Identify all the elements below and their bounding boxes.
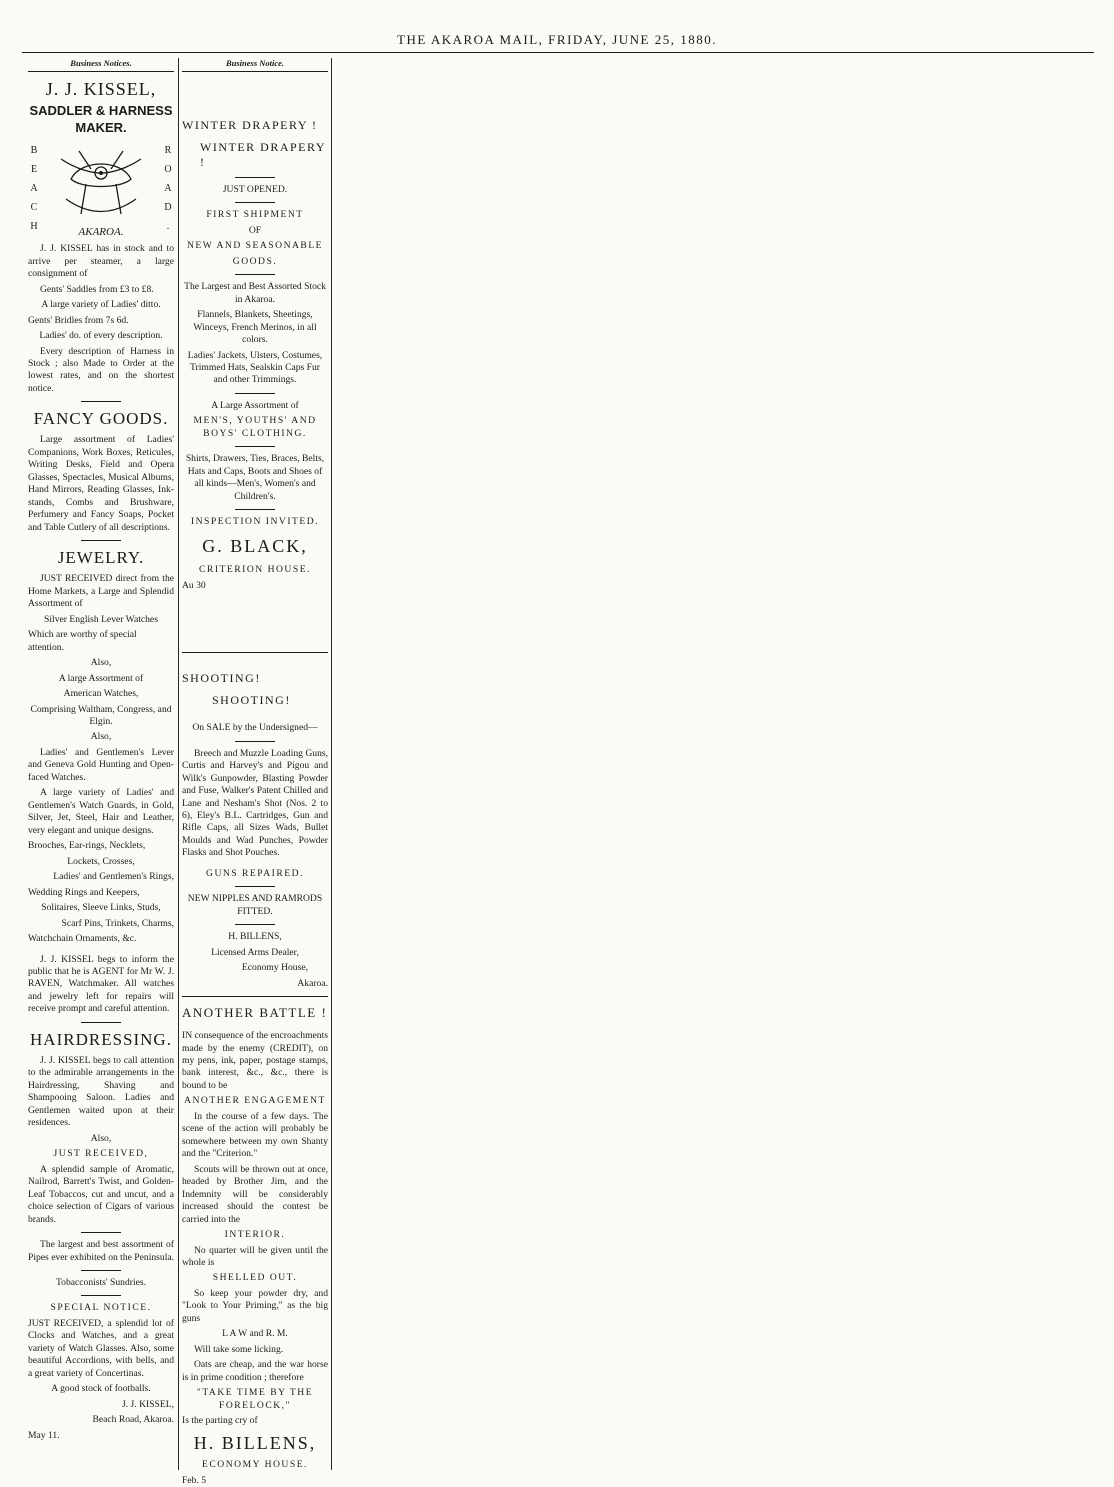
text: Ladies' do. of every description.	[39, 330, 163, 342]
text: Economy House,	[241, 962, 308, 974]
text: J. J. KISSEL begs to call attention to the admirable arrangements in the Hairdressing, Shaving and Shampooing Saloon. Ladies and Gentlemen waited upon at their residences.	[28, 1054, 174, 1129]
text: OF	[248, 224, 262, 236]
text: On SALE by the Undersigned—	[192, 722, 318, 734]
text: MEN'S, YOUTHS' AND BOYS' CLOTHING.	[193, 415, 317, 439]
text: Also,	[90, 731, 112, 743]
divider	[81, 1295, 121, 1296]
divider	[235, 202, 275, 203]
text: CRITERION HOUSE.	[199, 564, 311, 576]
column-rule	[178, 58, 179, 1470]
text: JUST RECEIVED,	[53, 1148, 149, 1160]
text: A Large Assortment of	[211, 399, 299, 411]
text: A large variety of Ladies' ditto.	[41, 299, 161, 311]
text: A large Assortment of	[58, 672, 144, 684]
divider	[81, 1022, 121, 1023]
text: INTERIOR.	[224, 1229, 286, 1241]
text: Tobacconists' Sundries.	[55, 1276, 147, 1288]
divider	[235, 924, 275, 925]
place: AKAROA.	[78, 226, 124, 239]
columns	[26, 58, 1092, 1486]
text: Comprising Waltham, Congress, and Elgin.	[30, 703, 172, 727]
text: Silver English Lever Watches	[44, 613, 158, 625]
text: Licensed Arms Dealer,	[211, 946, 299, 958]
date-line: Feb. 5	[182, 1474, 206, 1486]
text: JUST RECEIVED, a splendid lot of Clocks and Watches, and a great variety of Watch Glasses. Also, some beautiful Accordions, with bells, and a great variety of Concertinas.	[28, 1317, 174, 1379]
text: A good stock of footballs.	[51, 1383, 151, 1395]
text: H. BILLENS,	[228, 931, 282, 943]
kissel-name: J. J. KISSEL,	[45, 79, 157, 100]
text: "TAKE TIME BY THE FORELOCK,"	[196, 1387, 314, 1411]
divider	[235, 446, 275, 447]
text: J. J. KISSEL,	[122, 1398, 174, 1410]
column-head: Business Notices.	[28, 58, 174, 72]
text: JUST RECEIVED direct from the Home Markets, a Large and Splendid Assortment of	[28, 573, 174, 610]
jewelry-heading: JEWELRY.	[57, 548, 145, 568]
divider	[235, 886, 275, 887]
text: The largest and best assortment of Pipes ever exhibited on the Peninsula.	[28, 1239, 175, 1263]
text: L A W and R. M.	[222, 1328, 288, 1340]
text: Flannels, Blankets, Sheetings, Winceys, French Merinos, in all colors.	[193, 309, 317, 346]
text: Oats are cheap, and the war horse is in prime condition ; therefore	[182, 1359, 328, 1383]
saddle-emblem-icon	[51, 139, 151, 225]
text: Every description of Harness in Stock ; also Made to Order at the lowest rates, and on the shortest notice.	[28, 345, 174, 394]
column-1	[28, 58, 174, 1470]
text: Wedding Rings and Keepers,	[28, 886, 140, 898]
text: SHELLED OUT.	[212, 1272, 298, 1284]
text: So keep your powder dry, and "Look to Your Priming," as the big guns	[182, 1287, 328, 1324]
divider	[81, 540, 121, 541]
side-label-beach: B E A C H	[30, 145, 38, 233]
date-line: Au 30	[182, 579, 206, 591]
text: NEW AND SEASONABLE	[186, 240, 324, 252]
hairdressing-heading: HAIRDRESSING.	[30, 1029, 172, 1049]
text: In the course of a few days. The scene of the action will probably be somewhere between my own Shanty and the "Criterion."	[182, 1110, 328, 1160]
date-line: May 11.	[28, 1429, 60, 1441]
text: A splendid sample of Aromatic, Nailrod, Barrett's Twist, and Golden-Leaf Tobaccos, cut and uncut, and a choice selection of Cigars of various brands.	[28, 1163, 174, 1225]
text: Ladies' and Gentlemen's Rings,	[53, 871, 174, 883]
trade-line: SADDLER & HARNESS MAKER.	[29, 103, 173, 136]
text: Which are worthy of special attention.	[28, 629, 137, 653]
text: Scouts will be thrown out at once, headed by Brother Jim, and the Indemnity will be considerably increased should the contest be carried into the	[182, 1163, 328, 1225]
masthead: THE AKAROA MAIL, FRIDAY, JUNE 25, 1880.	[397, 32, 717, 47]
text: Ladies' Jackets, Ulsters, Costumes, Trimmed Hats, Sealskin Caps Fur and other Trimmings.	[187, 349, 323, 386]
text: Lockets, Crosses,	[67, 855, 135, 867]
text: INSPECTION INVITED.	[190, 516, 320, 528]
text: ANOTHER ENGAGEMENT	[184, 1095, 326, 1107]
text: Gents' Bridles from 7s 6d.	[28, 314, 129, 326]
text: Also,	[90, 657, 112, 669]
text: A large variety of Ladies' and Gentlemen's Watch Guards, in Gold, Silver, Jet, Steel, Hair and Leather, very elegant and unique designs.	[28, 787, 174, 836]
text: Also,	[90, 1132, 112, 1144]
text: Large assortment of Ladies' Companions, Work Boxes, Reticules, Writing Desks, Field and Opera Glasses, Spectacles, Musical Albums, Hand Mirrors, Reading Glasses, Ink-stands, Combs and Brushware, Perfumery and Fancy Soaps, Pocket and Table Cutlery of all descriptions.	[28, 434, 174, 533]
text: JUST OPENED.	[222, 183, 288, 195]
side-label-road: R O A D .	[164, 145, 172, 233]
text: NEW NIPPLES AND RAMRODS FITTED.	[187, 893, 323, 917]
masthead-rule	[22, 52, 1094, 53]
divider	[81, 1232, 121, 1233]
divider	[182, 996, 328, 997]
text: Beach Road, Akaroa.	[92, 1414, 174, 1426]
merchant-name: H. BILLENS,	[193, 1432, 317, 1453]
battle-heading: ANOTHER BATTLE !	[182, 1005, 328, 1021]
column-rule	[331, 58, 332, 1470]
column-2	[182, 58, 329, 1486]
divider	[235, 177, 275, 178]
text: Shirts, Drawers, Ties, Braces, Belts, Hats and Caps, Boots and Shoes of all kinds—Men's, Women's and Children's.	[185, 453, 325, 502]
text: Solitaires, Sleeve Links, Studs,	[41, 902, 161, 914]
text: Breech and Muzzle Loading Guns, Curtis and Harvey's and Pigou and Wilk's Gunpowder, Blasting Powder and Fuse, Walker's Patent Chilled and Lane and Nesham's Shot (Nos. 2 to 6), Eley's B.L. Cartridges, Gun and Rifle Caps, all Sizes Wads, Bullet Moulds and Wad Punches, Powder Flasks and Shot Pouches.	[182, 747, 329, 859]
text: Is the parting cry of	[182, 1415, 258, 1427]
text: Watchchain Ornaments, &c.	[28, 933, 137, 945]
winter-drapery-heading: WINTER DRAPERY !	[200, 139, 326, 170]
merchant-name: G. BLACK,	[202, 535, 308, 556]
text: GUNS REPAIRED.	[206, 867, 304, 879]
text: Akaroa.	[297, 977, 328, 989]
text: GOODS.	[232, 255, 278, 267]
winter-drapery-heading: WINTER DRAPERY !	[182, 118, 318, 133]
text: Scarf Pins, Trinkets, Charms,	[61, 917, 174, 929]
text: IN consequence of the encroachments made by the enemy (CREDIT), on my pens, ink, paper, postage stamps, bank interest, &c., &c., there is bound to be	[182, 1030, 328, 1091]
fancy-goods-heading: FANCY GOODS.	[33, 409, 169, 429]
text: Brooches, Ear-rings, Necklets,	[28, 840, 146, 852]
divider	[81, 401, 121, 402]
shooting-heading: SHOOTING!	[182, 671, 261, 685]
divider	[235, 509, 275, 510]
text: Will take some licking.	[194, 1343, 284, 1355]
shooting-heading: SHOOTING!	[212, 692, 291, 707]
text: J. J. KISSEL has in stock and to arrive per steamer, a large consignment of	[28, 243, 174, 280]
divider	[235, 274, 275, 275]
divider	[235, 741, 275, 742]
text: Gents' Saddles from £3 to £8.	[40, 283, 154, 295]
text: ECONOMY HOUSE.	[202, 1459, 308, 1471]
text: No quarter will be given until the whole is	[182, 1244, 328, 1269]
divider	[235, 393, 275, 394]
text: FIRST SHIPMENT	[206, 209, 304, 221]
divider	[81, 1270, 121, 1271]
divider	[182, 652, 328, 653]
special-notice-heading: SPECIAL NOTICE.	[50, 1302, 152, 1314]
saddle-emblem-block	[28, 139, 174, 239]
text: J. J. KISSEL begs to inform the public that he is AGENT for Mr W. J. RAVEN, Watchmaker. All watches and jewelry left for repairs will receive prompt and careful attention.	[28, 953, 174, 1015]
text: American Watches,	[63, 688, 139, 700]
column-head: Business Notice.	[182, 58, 328, 72]
text: Ladies' and Gentlemen's Lever and Geneva Gold Hunting and Open-faced Watches.	[28, 746, 174, 783]
text: The Largest and Best Assorted Stock in Akaroa.	[184, 281, 326, 305]
